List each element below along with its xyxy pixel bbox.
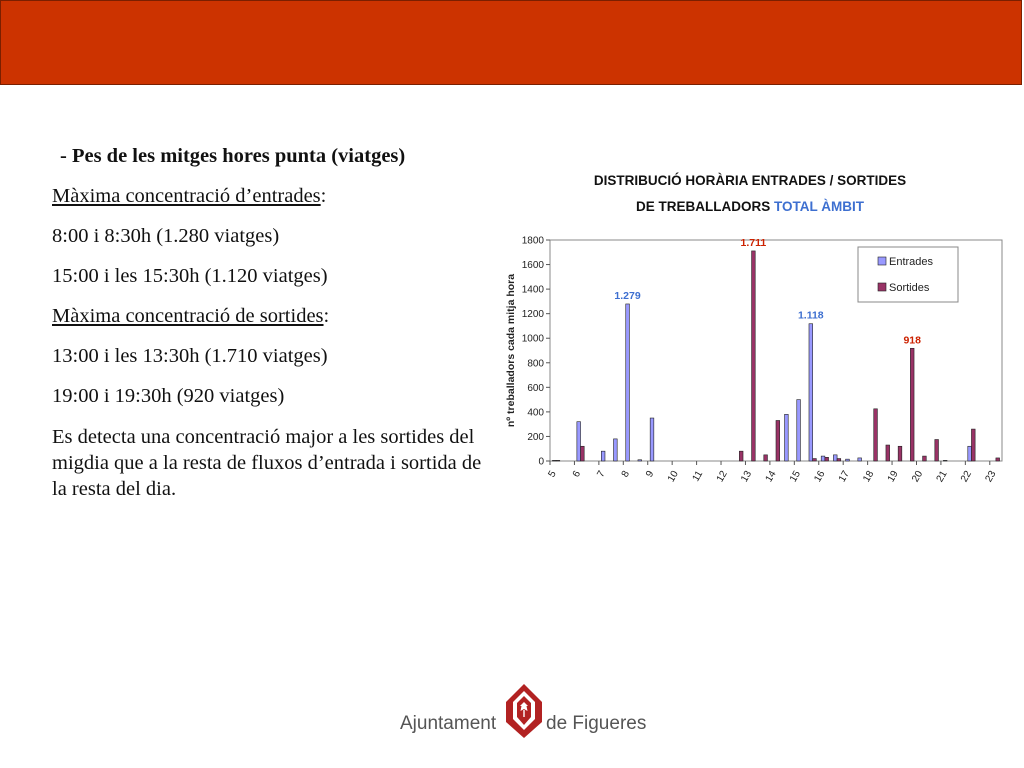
line-text: Màxima concentració d’entrades — [52, 185, 321, 207]
x-tick-label: 11 — [690, 469, 706, 484]
y-tick-label: 1000 — [521, 333, 544, 345]
bar-sortides — [752, 251, 756, 461]
bar-sortides — [910, 348, 914, 461]
legend-swatch — [878, 283, 886, 291]
y-tick-label: 1600 — [521, 260, 544, 272]
x-tick-label: 8 — [619, 469, 633, 480]
bar-entrades — [638, 460, 642, 461]
bar-chart — [490, 225, 1010, 525]
top-banner — [0, 0, 1022, 85]
x-tick-label: 18 — [861, 469, 877, 485]
text-line — [52, 344, 492, 368]
bar-sortides — [813, 459, 817, 461]
bar-entrades — [785, 414, 789, 461]
data-label: 918 — [903, 334, 921, 347]
legend-swatch — [878, 257, 886, 265]
footer-logo — [400, 682, 660, 742]
bar-sortides — [776, 420, 780, 461]
bar-entrades — [821, 456, 825, 461]
footer-word-left: Ajuntament — [400, 713, 497, 734]
line-text: 13:00 i les 13:30h (1.710 viatges) — [52, 345, 328, 367]
x-tick-label: 20 — [910, 469, 926, 485]
bar-entrades — [614, 439, 618, 461]
legend-label: Sortides — [889, 282, 930, 294]
line-text: 15:00 i les 15:30h (1.120 viatges) — [52, 265, 328, 287]
bar-entrades — [846, 459, 850, 461]
data-label: 1.711 — [740, 236, 767, 249]
text-line — [52, 384, 492, 408]
x-tick-label: 12 — [714, 469, 730, 485]
x-tick-label: 5 — [546, 469, 559, 480]
bar-entrades — [626, 304, 630, 461]
x-tick-label: 15 — [787, 469, 804, 485]
line-suffix: : — [320, 185, 327, 207]
footer-word-right: de Figueres — [546, 713, 647, 734]
bar-sortides — [971, 429, 975, 461]
data-label: 1.279 — [614, 289, 641, 302]
chart-title-accent: TOTAL ÀMBIT — [774, 199, 864, 214]
text-line — [52, 304, 492, 328]
x-tick-label: 10 — [665, 469, 681, 485]
line-suffix: : — [323, 305, 330, 327]
line-text: Màxima concentració de sortides — [52, 305, 324, 327]
chart-title-line2 — [520, 199, 980, 214]
x-tick-label: 17 — [836, 469, 852, 485]
bar-sortides — [886, 445, 890, 461]
x-tick-label: 7 — [595, 469, 608, 480]
legend-label: Entrades — [889, 256, 934, 268]
text-line — [52, 184, 492, 208]
line-text: 19:00 i 19:30h (920 viatges) — [52, 385, 285, 407]
bar-sortides — [556, 460, 560, 461]
y-tick-label: 1800 — [521, 235, 544, 247]
x-tick-label: 22 — [958, 469, 975, 485]
bar-entrades — [601, 451, 605, 461]
summary-paragraph: Es detecta una concentració major a les sortides del migdia que a la resta de fluxos d’entrada i sortida de la resta del dia. — [52, 426, 482, 500]
x-tick-label: 19 — [885, 469, 901, 485]
y-axis-label: nº treballadors cada mitja hora — [505, 273, 517, 428]
y-tick-label: 1200 — [521, 309, 544, 321]
y-tick-label: 1400 — [521, 284, 544, 296]
bar-sortides — [739, 451, 743, 461]
bar-entrades — [552, 460, 556, 461]
bar-entrades — [809, 324, 813, 461]
bar-sortides — [898, 446, 902, 461]
bar-entrades — [577, 422, 581, 461]
data-label: 1.118 — [797, 309, 824, 322]
bar-entrades — [858, 458, 862, 461]
bar-sortides — [764, 455, 768, 461]
text-line — [52, 224, 492, 248]
x-tick-label: 21 — [934, 469, 950, 485]
y-tick-label: 400 — [527, 407, 544, 419]
bar-entrades — [943, 460, 947, 461]
chart-title-line1: DISTRIBUCIÓ HORÀRIA ENTRADES / SORTIDES — [593, 173, 907, 188]
bar-sortides — [874, 409, 878, 461]
x-tick-label: 23 — [983, 469, 999, 485]
bar-entrades — [650, 418, 654, 461]
bar-sortides — [935, 440, 939, 461]
bar-sortides — [996, 458, 1000, 461]
x-tick-label: 13 — [739, 469, 755, 485]
bar-entrades — [797, 400, 801, 461]
x-tick-label: 16 — [812, 469, 828, 485]
y-tick-label: 600 — [527, 382, 544, 394]
slide-heading: - Pes de les mitges hores punta (viatges) — [60, 145, 406, 167]
bar-sortides — [923, 456, 927, 461]
bar-sortides — [837, 459, 841, 461]
bar-entrades — [968, 446, 972, 461]
y-tick-label: 800 — [527, 358, 544, 370]
x-tick-label: 14 — [763, 469, 779, 485]
city-emblem-icon — [504, 682, 544, 740]
chart-title-part: DE TREBALLADORS — [636, 199, 774, 214]
x-tick-label: 9 — [644, 469, 657, 480]
bar-entrades — [833, 455, 837, 461]
text-line — [52, 264, 492, 288]
bar-sortides — [825, 457, 829, 461]
y-tick-label: 200 — [527, 431, 544, 443]
bar-sortides — [581, 446, 585, 461]
y-tick-label: 0 — [538, 456, 544, 468]
line-text: 8:00 i 8:30h (1.280 viatges) — [52, 225, 280, 247]
x-tick-label: 6 — [570, 469, 584, 480]
slide-text — [52, 144, 492, 518]
